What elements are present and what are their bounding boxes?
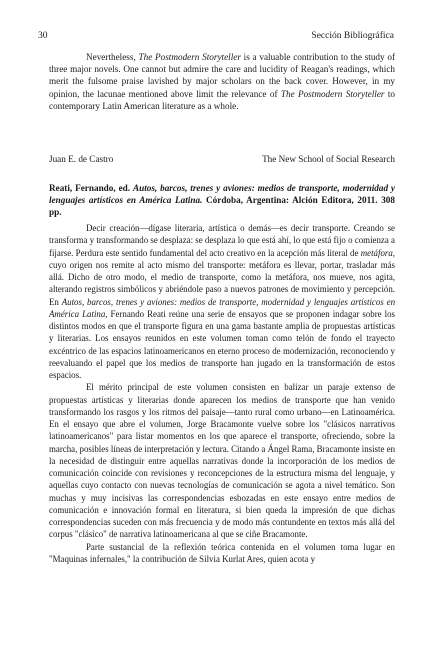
- running-header: [38, 30, 394, 42]
- review-body: [49, 222, 395, 565]
- book-title: The Postmodern Storyteller: [280, 88, 385, 99]
- review-citation-heading: Reati, Fernando, ed. Autos, barcos, trenes y aviones: medios de transporte, modernidad y lenguajes artísticos en América Latina. Córdoba, Argentina: Alción Editora, 2011. 308 pp.: [49, 183, 396, 218]
- reviewer-signature: [49, 153, 395, 165]
- section-title: Sección Bibliográfica: [311, 31, 394, 41]
- reviewer-name: Juan E. de Castro: [49, 154, 114, 164]
- previous-review-paragraph: Nevertheless, The Postmodern Storyteller is a valuable contribution to the study of three major novels. One cannot but admire the care and lucidity of Reagan's readings, which merit the fulsome praise lavished by major scholars on the back cover. However, in my opinion, the lacunae mentioned above limit the relevance of The Postmodern Storyteller to contemporary Latin American literature as a whole.: [49, 52, 396, 111]
- review-paragraph: Decir creación—dígase literaria, artística o demás—es decir transporte. Creando se transforma y transformando se desplaza: se desplaza lo que está ahí, lo que está fijo o comienza a fijarse. Perdura este sentido fundamental del acto creativo en la acepción más literal de metáfora, cuyo origen nos remite al acto mismo del transporte: metáfora es llevar, portar, trasladar más allá. Dicho de otro modo, el medio de transporte, como la metáfora, nos mueve, nos agita, alterando registros simbólicos y abriéndole paso a nuevos patrones de movimiento y percepción. En Autos, barcos, trenes y aviones: medios de transporte, modernidad y lenguajes artísticos en América Latina, Fernando Reati reúne una serie de ensayos que se proponen indagar sobre los distintos modos en que el transporte figura en una gama bastante amplia de propuestas artísticas y literarias. Los ensayos reunidos en este volumen toman como telón de fondo el trayecto excéntrico de las espacios latinoamericanos en eterno proceso de modernización, reconociendo y reevaluando el papel que los medios de transporte han jugado en la transformación de estos espacios.: [49, 223, 396, 380]
- book-title: The Postmodern Storyteller: [138, 52, 241, 62]
- page-number: 30: [38, 31, 48, 41]
- reviewer-affiliation: The New School of Social Research: [262, 154, 395, 164]
- review-paragraph: El mérito principal de este volumen consisten en balizar un paraje extenso de propuestas artísticas y literarias donde aparecen los medios de transporte que han venido transformando los rasgos y los ritmos del paisaje—tanto rural como urbano—en Latinoamérica. En el ensayo que abre el volumen, Jorge Bracamonte vuelve sobre los "clásicos narrativos latinoamericanos" para listar momentos en los que aparece el transporte, ofreciendo, sobre la marcha, posibles líneas de interpretación y lectura. Citando a Ángel Rama, Bracamonte insiste en la necesidad de distinguir entre aquellas narrativas donde la incorporación de los medios de comunicación coincide con revisiones y reconcepciones de la estructura misma del lenguaje, y aquellas cuyo contacto con nuevas tecnologías de comunicación se agota a nivel temático. Son muchas y muy incisivas las correspondencias esbozadas en este ensayo entre medios de comunicación e innovación formal en literatura, si bien queda la impresión de que dichas correspondencias suceden con más frecuencia y de modo más contundente en textos más allá del corpus "clásico" de narrativa latinoamericana al que se ciñe Bracamonte.: [49, 382, 396, 540]
- review-paragraph: Parte sustancial de la reflexión teórica contenida en el volumen toma lugar en "Maquinas infernales," la contribución de Silvia Kurlat Ares, quien acota y: [49, 541, 395, 564]
- reviewed-book-title: Autos, barcos, trenes y aviones: medios de transporte, modernidad y lenguajes artísticos en América Latina.: [49, 183, 396, 206]
